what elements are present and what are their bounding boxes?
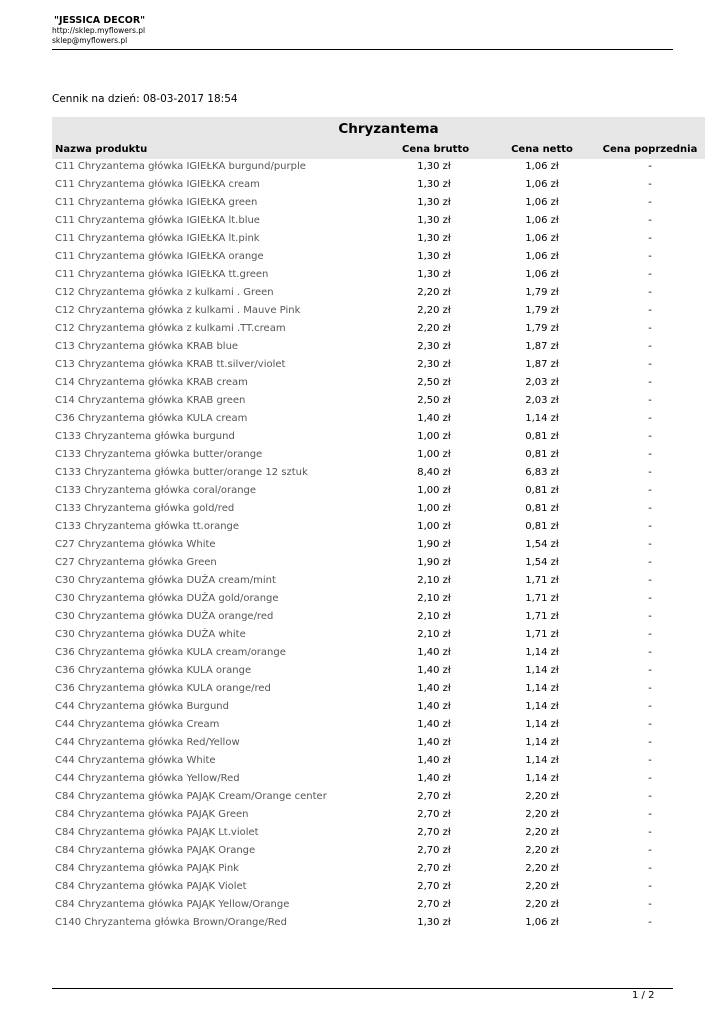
table-row (52, 861, 705, 879)
column-header-prev: Cena poprzednia (602, 144, 698, 155)
cell-brutto: 2,70 zł (417, 845, 451, 856)
cell-name: C12 Chryzantema główka z kulkami .TT.cream (55, 323, 286, 334)
cell-netto: 2,20 zł (525, 845, 559, 856)
cell-netto: 1,06 zł (525, 269, 559, 280)
table-row (52, 447, 705, 465)
cell-name: C11 Chryzantema główka IGIEŁKA burgund/purple (55, 161, 306, 172)
cell-name: C13 Chryzantema główka KRAB blue (55, 341, 239, 352)
table-row (52, 303, 705, 321)
cell-netto: 1,71 zł (525, 593, 559, 604)
cell-prev: - (648, 539, 652, 550)
cell-netto: 1,87 zł (525, 359, 559, 370)
cell-name: C84 Chryzantema główka PAJĄK Violet (55, 881, 247, 892)
cell-prev: - (648, 413, 652, 424)
table-row (52, 627, 705, 645)
cell-prev: - (648, 197, 652, 208)
cell-prev: - (648, 575, 652, 586)
footer-divider (52, 988, 673, 989)
cell-prev: - (648, 359, 652, 370)
cell-name: C11 Chryzantema główka IGIEŁKA lt.pink (55, 233, 260, 244)
cell-prev: - (648, 161, 652, 172)
cell-netto: 2,20 zł (525, 881, 559, 892)
cell-prev: - (648, 611, 652, 622)
cell-prev: - (648, 773, 652, 784)
cell-netto: 2,20 zł (525, 863, 559, 874)
cell-brutto: 8,40 zł (417, 467, 451, 478)
cell-netto: 1,54 zł (525, 539, 559, 550)
cell-prev: - (648, 323, 652, 334)
cell-netto: 2,20 zł (525, 899, 559, 910)
cell-prev: - (648, 503, 652, 514)
cell-prev: - (648, 845, 652, 856)
cell-name: C30 Chryzantema główka DUŻA cream/mint (55, 575, 276, 586)
price-list-date: Cennik na dzień: 08-03-2017 18:54 (52, 93, 238, 105)
cell-netto: 1,06 zł (525, 251, 559, 262)
table-row (52, 573, 705, 591)
cell-brutto: 2,10 zł (417, 575, 451, 586)
table-row (52, 537, 705, 555)
cell-name: C84 Chryzantema główka PAJĄK Yellow/Orange (55, 899, 290, 910)
cell-netto: 1,79 zł (525, 287, 559, 298)
cell-brutto: 2,50 zł (417, 395, 451, 406)
cell-prev: - (648, 449, 652, 460)
cell-netto: 0,81 zł (525, 485, 559, 496)
cell-name: C140 Chryzantema główka Brown/Orange/Red (55, 917, 287, 928)
table-row (52, 555, 705, 573)
cell-prev: - (648, 683, 652, 694)
table-body (52, 159, 705, 933)
cell-prev: - (648, 341, 652, 352)
cell-netto: 1,14 zł (525, 719, 559, 730)
table-row (52, 879, 705, 897)
cell-brutto: 1,90 zł (417, 557, 451, 568)
table-row (52, 915, 705, 933)
cell-brutto: 1,30 zł (417, 161, 451, 172)
cell-name: C84 Chryzantema główka PAJĄK Green (55, 809, 249, 820)
cell-netto: 1,14 zł (525, 665, 559, 676)
column-header-netto: Cena netto (511, 144, 573, 155)
cell-brutto: 1,40 zł (417, 665, 451, 676)
cell-brutto: 1,00 zł (417, 449, 451, 460)
table-row (52, 321, 705, 339)
cell-netto: 0,81 zł (525, 503, 559, 514)
cell-netto: 1,14 zł (525, 647, 559, 658)
cell-netto: 1,14 zł (525, 755, 559, 766)
table-row (52, 591, 705, 609)
cell-prev: - (648, 665, 652, 676)
cell-brutto: 1,00 zł (417, 503, 451, 514)
cell-brutto: 2,70 zł (417, 881, 451, 892)
cell-netto: 1,79 zł (525, 323, 559, 334)
cell-name: C11 Chryzantema główka IGIEŁKA cream (55, 179, 260, 190)
cell-name: C36 Chryzantema główka KULA orange (55, 665, 252, 676)
cell-brutto: 1,30 zł (417, 215, 451, 226)
cell-brutto: 1,30 zł (417, 233, 451, 244)
cell-prev: - (648, 377, 652, 388)
cell-brutto: 1,40 zł (417, 719, 451, 730)
cell-prev: - (648, 269, 652, 280)
cell-name: C44 Chryzantema główka Yellow/Red (55, 773, 240, 784)
cell-prev: - (648, 233, 652, 244)
company-website: http://sklep.myflowers.pl (52, 26, 146, 35)
cell-name: C44 Chryzantema główka White (55, 755, 216, 766)
cell-prev: - (648, 179, 652, 190)
cell-name: C84 Chryzantema główka PAJĄK Pink (55, 863, 239, 874)
page-number: 1 / 2 (632, 990, 655, 1001)
table-row (52, 645, 705, 663)
cell-name: C133 Chryzantema główka coral/orange (55, 485, 257, 496)
cell-netto: 2,20 zł (525, 791, 559, 802)
cell-name: C36 Chryzantema główka KULA cream (55, 413, 248, 424)
cell-name: C11 Chryzantema główka IGIEŁKA tt.green (55, 269, 269, 280)
cell-name: C27 Chryzantema główka Green (55, 557, 217, 568)
cell-name: C30 Chryzantema główka DUŻA white (55, 629, 246, 640)
cell-brutto: 2,10 zł (417, 593, 451, 604)
cell-netto: 1,06 zł (525, 161, 559, 172)
cell-prev: - (648, 881, 652, 892)
cell-prev: - (648, 809, 652, 820)
table-row (52, 357, 705, 375)
cell-brutto: 1,40 zł (417, 773, 451, 784)
table-row (52, 159, 705, 177)
table-row (52, 825, 705, 843)
cell-netto: 1,06 zł (525, 917, 559, 928)
cell-brutto: 1,40 zł (417, 737, 451, 748)
table-row (52, 483, 705, 501)
table-row (52, 177, 705, 195)
cell-prev: - (648, 629, 652, 640)
cell-name: C133 Chryzantema główka butter/orange 12 sztuk (55, 467, 308, 478)
cell-prev: - (648, 647, 652, 658)
cell-netto: 1,06 zł (525, 215, 559, 226)
cell-netto: 0,81 zł (525, 449, 559, 460)
table-row (52, 807, 705, 825)
cell-name: C133 Chryzantema główka butter/orange (55, 449, 263, 460)
cell-netto: 1,87 zł (525, 341, 559, 352)
cell-netto: 2,03 zł (525, 395, 559, 406)
cell-prev: - (648, 791, 652, 802)
cell-netto: 0,81 zł (525, 431, 559, 442)
cell-prev: - (648, 863, 652, 874)
header-divider (52, 49, 673, 50)
cell-name: C133 Chryzantema główka tt.orange (55, 521, 240, 532)
cell-prev: - (648, 899, 652, 910)
cell-prev: - (648, 593, 652, 604)
cell-prev: - (648, 395, 652, 406)
table-row (52, 501, 705, 519)
cell-prev: - (648, 827, 652, 838)
cell-brutto: 1,30 zł (417, 251, 451, 262)
cell-netto: 1,14 zł (525, 701, 559, 712)
cell-brutto: 1,00 zł (417, 485, 451, 496)
table-row (52, 195, 705, 213)
table-row (52, 681, 705, 699)
cell-prev: - (648, 215, 652, 226)
column-header-name: Nazwa produktu (55, 144, 148, 155)
cell-name: C30 Chryzantema główka DUŻA orange/red (55, 611, 274, 622)
cell-brutto: 1,40 zł (417, 647, 451, 658)
cell-prev: - (648, 719, 652, 730)
cell-name: C36 Chryzantema główka KULA orange/red (55, 683, 271, 694)
cell-name: C44 Chryzantema główka Red/Yellow (55, 737, 240, 748)
cell-name: C14 Chryzantema główka KRAB green (55, 395, 246, 406)
table-row (52, 843, 705, 861)
cell-prev: - (648, 557, 652, 568)
cell-brutto: 2,50 zł (417, 377, 451, 388)
cell-netto: 0,81 zł (525, 521, 559, 532)
cell-brutto: 1,30 zł (417, 269, 451, 280)
cell-brutto: 1,40 zł (417, 413, 451, 424)
cell-name: C133 Chryzantema główka gold/red (55, 503, 235, 514)
cell-brutto: 1,30 zł (417, 917, 451, 928)
cell-name: C30 Chryzantema główka DUŻA gold/orange (55, 593, 279, 604)
cell-name: C27 Chryzantema główka White (55, 539, 216, 550)
cell-name: C84 Chryzantema główka PAJĄK Orange (55, 845, 256, 856)
cell-brutto: 1,30 zł (417, 179, 451, 190)
table-row (52, 393, 705, 411)
cell-netto: 6,83 zł (525, 467, 559, 478)
table-row (52, 663, 705, 681)
cell-name: C36 Chryzantema główka KULA cream/orange (55, 647, 286, 658)
cell-prev: - (648, 467, 652, 478)
cell-netto: 1,14 zł (525, 773, 559, 784)
company-email: sklep@myflowers.pl (52, 36, 128, 45)
cell-name: C44 Chryzantema główka Cream (55, 719, 220, 730)
cell-prev: - (648, 521, 652, 532)
cell-brutto: 2,20 zł (417, 287, 451, 298)
cell-netto: 1,14 zł (525, 683, 559, 694)
cell-prev: - (648, 737, 652, 748)
cell-brutto: 2,10 zł (417, 629, 451, 640)
company-name: "JESSICA DECOR" (54, 15, 146, 26)
cell-prev: - (648, 287, 652, 298)
cell-brutto: 1,40 zł (417, 755, 451, 766)
cell-prev: - (648, 485, 652, 496)
cell-netto: 1,06 zł (525, 197, 559, 208)
cell-brutto: 2,30 zł (417, 341, 451, 352)
table-row (52, 411, 705, 429)
table-row (52, 609, 705, 627)
cell-brutto: 2,30 zł (417, 359, 451, 370)
cell-brutto: 2,70 zł (417, 791, 451, 802)
cell-name: C11 Chryzantema główka IGIEŁKA orange (55, 251, 264, 262)
table-row (52, 771, 705, 789)
column-header-brutto: Cena brutto (402, 144, 470, 155)
cell-prev: - (648, 431, 652, 442)
table-row (52, 213, 705, 231)
table-row (52, 519, 705, 537)
cell-name: C84 Chryzantema główka PAJĄK Cream/Orange center (55, 791, 327, 802)
cell-name: C12 Chryzantema główka z kulkami . Mauve Pink (55, 305, 301, 316)
cell-netto: 1,79 zł (525, 305, 559, 316)
cell-name: C11 Chryzantema główka IGIEŁKA green (55, 197, 258, 208)
cell-name: C13 Chryzantema główka KRAB tt.silver/violet (55, 359, 286, 370)
cell-brutto: 2,20 zł (417, 323, 451, 334)
cell-prev: - (648, 251, 652, 262)
table-row (52, 375, 705, 393)
table-row (52, 429, 705, 447)
table-row (52, 735, 705, 753)
cell-prev: - (648, 305, 652, 316)
cell-brutto: 2,70 zł (417, 809, 451, 820)
cell-brutto: 2,70 zł (417, 827, 451, 838)
cell-brutto: 2,70 zł (417, 899, 451, 910)
cell-netto: 1,71 zł (525, 629, 559, 640)
cell-brutto: 1,00 zł (417, 521, 451, 532)
table-row (52, 339, 705, 357)
price-table (52, 117, 705, 933)
cell-brutto: 1,30 zł (417, 197, 451, 208)
table-row (52, 249, 705, 267)
table-header (52, 141, 705, 159)
cell-brutto: 2,20 zł (417, 305, 451, 316)
company-header (52, 16, 145, 46)
category-title: Chryzantema (52, 117, 705, 141)
cell-brutto: 1,90 zł (417, 539, 451, 550)
table-row (52, 789, 705, 807)
cell-brutto: 2,70 zł (417, 863, 451, 874)
cell-brutto: 1,40 zł (417, 683, 451, 694)
table-row (52, 465, 705, 483)
table-row (52, 897, 705, 915)
cell-netto: 2,20 zł (525, 809, 559, 820)
cell-brutto: 1,00 zł (417, 431, 451, 442)
cell-brutto: 1,40 zł (417, 701, 451, 712)
cell-netto: 1,54 zł (525, 557, 559, 568)
table-row (52, 231, 705, 249)
table-row (52, 753, 705, 771)
table-row (52, 285, 705, 303)
cell-netto: 1,06 zł (525, 233, 559, 244)
cell-name: C14 Chryzantema główka KRAB cream (55, 377, 248, 388)
cell-prev: - (648, 917, 652, 928)
cell-name: C133 Chryzantema główka burgund (55, 431, 235, 442)
cell-name: C11 Chryzantema główka IGIEŁKA lt.blue (55, 215, 260, 226)
cell-brutto: 2,10 zł (417, 611, 451, 622)
cell-netto: 1,14 zł (525, 413, 559, 424)
table-row (52, 717, 705, 735)
cell-prev: - (648, 755, 652, 766)
cell-netto: 1,71 zł (525, 611, 559, 622)
table-row (52, 267, 705, 285)
cell-netto: 2,20 zł (525, 827, 559, 838)
cell-name: C12 Chryzantema główka z kulkami . Green (55, 287, 274, 298)
cell-netto: 1,06 zł (525, 179, 559, 190)
cell-netto: 1,14 zł (525, 737, 559, 748)
table-row (52, 699, 705, 717)
cell-name: C84 Chryzantema główka PAJĄK Lt.violet (55, 827, 259, 838)
cell-prev: - (648, 701, 652, 712)
cell-name: C44 Chryzantema główka Burgund (55, 701, 229, 712)
cell-netto: 1,71 zł (525, 575, 559, 586)
cell-netto: 2,03 zł (525, 377, 559, 388)
